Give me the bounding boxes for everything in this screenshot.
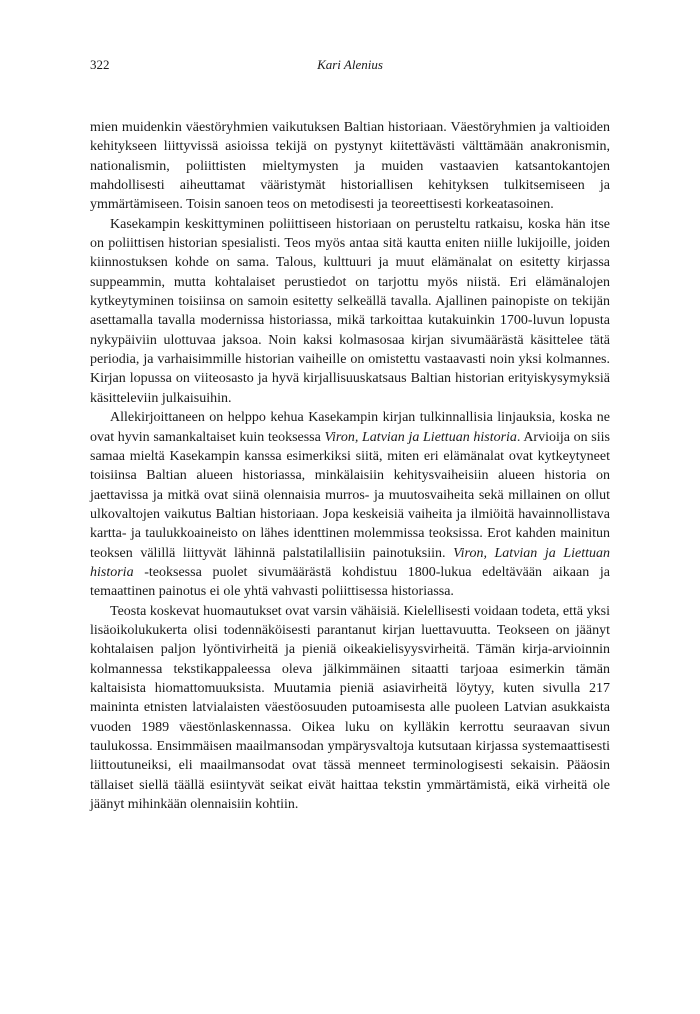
paragraph-4: Teosta koskevat huomautukset ovat varsin vähäisiä. Kielellisesti voidaan todeta, että yksi lisäoikolukukerta olisi todennäköisesti parantanut kirjan luettavuutta. Teokseen on jäänyt kohtalaisen paljon lyöntivirheitä ja pieniä oikeakielisyysvirheitä. Tämän kirja-arvioinnin kolmannessa tekstikappaleessa oleva jälkimmäinen sitaatti tarjoaa esimerkin tämän kaltaisista hiomattomuuksista. Muutamia pieniä asiavirheitä löytyy, kuten sivulla 217 maininta etnisten latvialaisten väestöosuuden putoamisesta alle puoleen Latvian asukkaista vuoden 1989 väestönlaskennassa. Oikea luku on kylläkin kerrottu seuraavan sivun taulukossa. Ensimmäisen maailmansodan ympärysvaltoja kutsutaan kirjassa systemaattisesti liittoutuneiksi, eli maailmansodat ovat tässä menneet terminologisesti sekaisin. Pääosin tällaiset siellä täällä esiintyvät seikat eivät haittaa tekstin ymmärtämistä, eikä virheitä ole jäänyt mihinkään olennaisiin kohtiin. [90,603,610,813]
running-head: Kari Alenius [317,57,383,72]
paragraph-3-text-3: -teoksessa puolet sivumäärästä kohdistuu 1800-lukua edeltävään aikaan ja temaattinen painotus ei ole yhtä vahvasti poliittisessa historiassa. [90,564,610,600]
body-text [90,118,610,814]
paragraph-3 [90,408,610,601]
book-title-italic-1: Viron, Latvian ja Liettuan historia [324,429,517,445]
paragraph-3-text-1: Allekirjoittaneen on helppo kehua Kasekampin kirjan tulkinnallisia linjauksia, koska ne ovat hyvin samankaltaiset kuin teoksessa [90,410,610,445]
paragraph-1: mien muidenkin väestöryhmien vaikutuksen Baltian historiaan. Väestöryhmien ja valtioiden kehitykseen liittyvissä asioissa tekijä on pystynyt kiitettävästi välttämään anakronismin, nationalismin, poliittisten mieltymysten ja muiden vastaavien katsantokantojen mahdollisesti aiheuttamat vääristymät historiallisen kehityksen tulkitsemiseen ja ymmärtämiseen. Toisin sanoen teos on metodisesti ja teoreettisesti korkeatasoinen. [90,120,610,213]
paragraph-3-text-2: . Arvioija on siis samaa mieltä Kasekampin kanssa esimerkiksi siitä, miten eri elämänalat ovat kytkeytyneet toisiinsa Baltian alueen historiassa, minkälaisiin kehitysvaiheisiin alueen historia on jaettavissa ja mitkä ovat siinä olennaisia murros- ja muutosvaiheita sekä millainen on ollut ulkovaltojen vaikutus Baltian historiaan. Jopa keskeisiä vaiheita ja ilmiöitä havainnollistava kartta- ja taulukkoaineisto on lähes identtinen molemmissa teoksissa. Erot kahden mainitun teoksen välillä liittyvät lähinnä palstatilallisiin painotuksiin. [90,429,610,561]
page-number: 322 [90,57,110,72]
book-title-italic-2: Viron, Latvian ja Liettuan historia [90,545,610,580]
page-header [90,57,610,77]
paragraph-2: Kasekampin keskittyminen poliittiseen historiaan on perusteltu ratkaisu, koska hän itse on poliittisen historian spesialisti. Teos myös antaa sitä kautta eniten niille lukijoille, joiden kiinnostuksen kohde on sama. Talous, kulttuuri ja muut elämänalat on esitetty kirjassa suppeammin, mutta kohtalaiset perustiedot on tarjottu myös niistä. Eri elämänalojen kytkeytyminen toisiinsa on samoin esitetty selkeällä tavalla. Ajallinen painopiste on tekijän asettamalla tavalla modernissa historiassa, mikä tarkoittaa kutakuinkin 1700-luvun lopusta nykypäiviin ulottuvaa jaksoa. Noin kaksi kolmasosaa kirjan sivumäärästä käsittelee tätä periodia, ja varhaisimmille historian vaiheille on omistettu vastaavasti noin yksi kolmannes. Kirjan lopussa on viiteosasto ja hyvä kirjallisuuskatsaus Baltian historian erityiskysymyksiä käsitteleviin julkaisuihin. [90,216,610,406]
